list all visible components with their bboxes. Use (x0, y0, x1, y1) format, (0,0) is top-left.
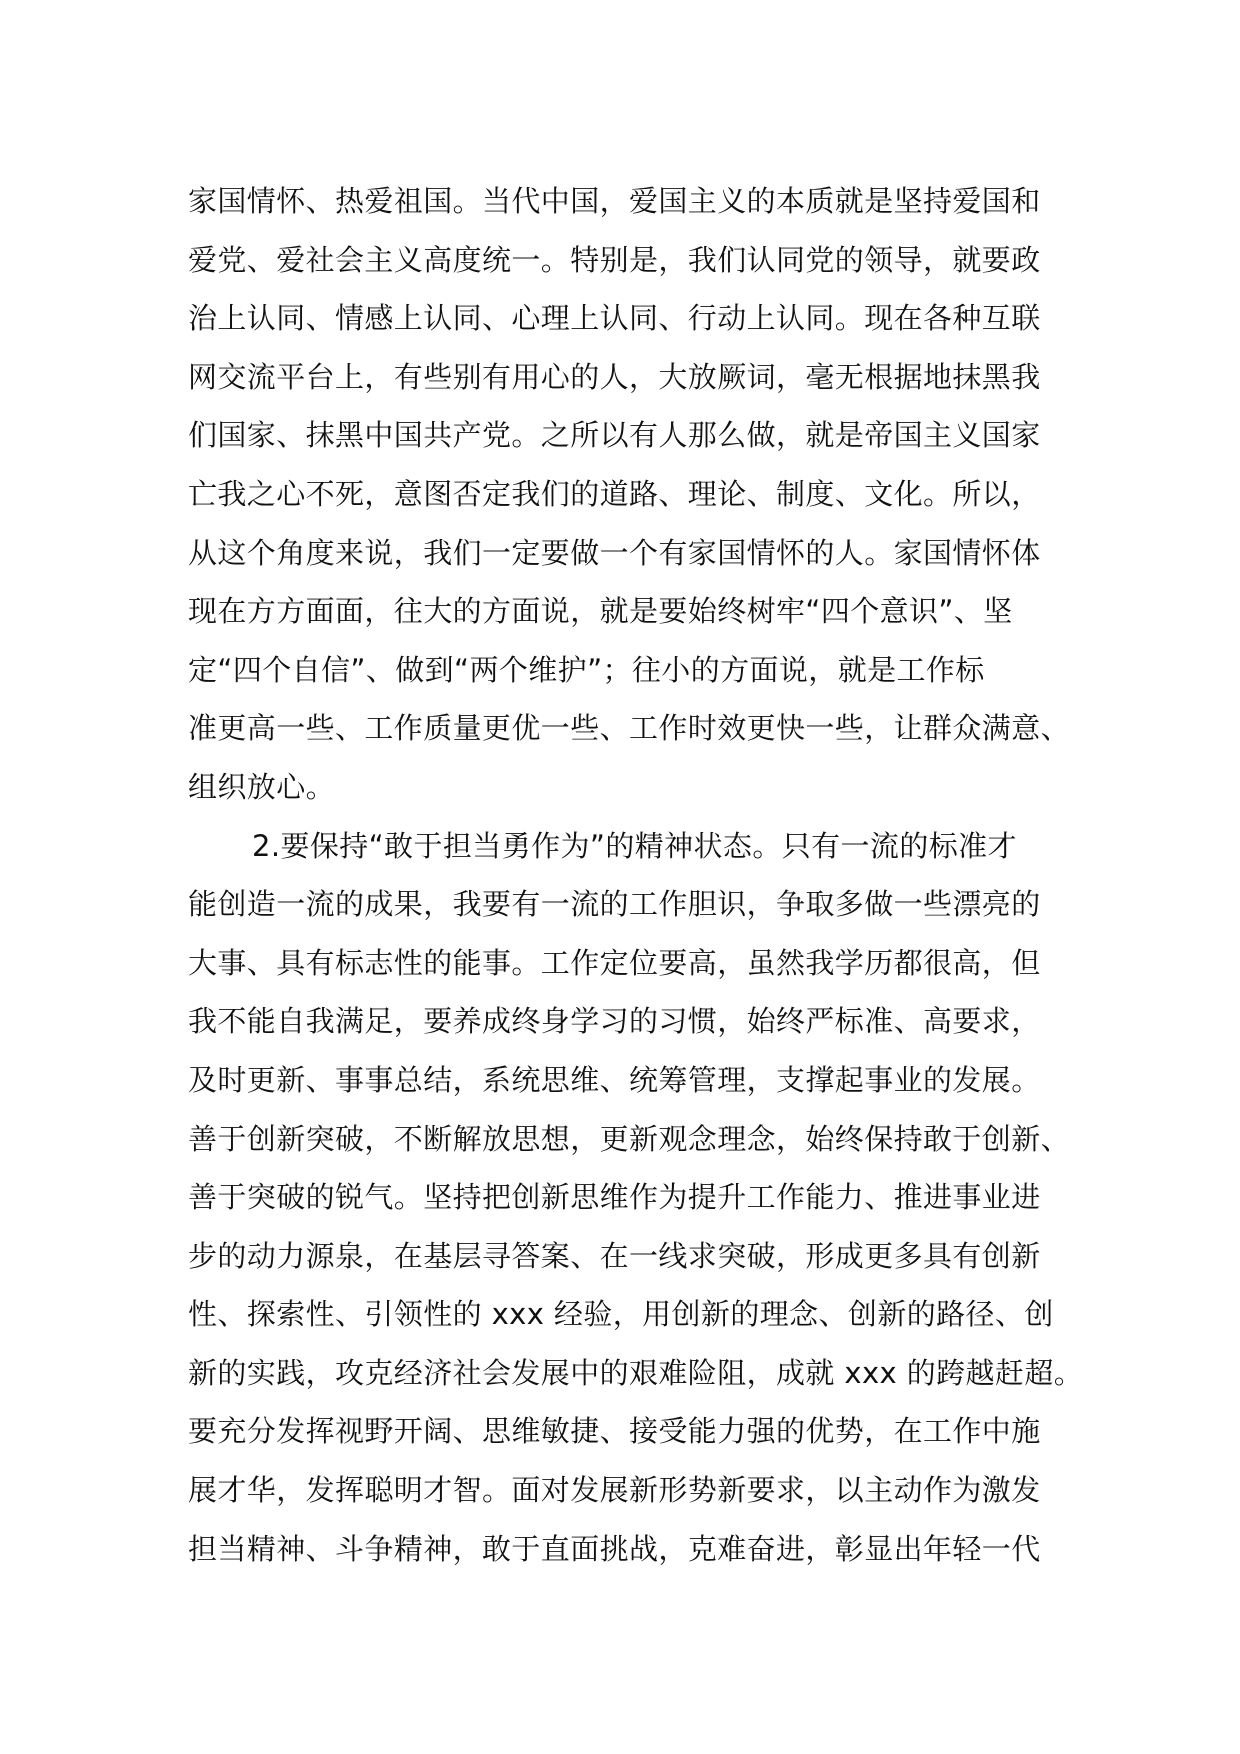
text-line: 亡我之心不死，意图否定我们的道路、理论、制度、文化。所以， (188, 476, 1041, 511)
text-line: 新的实践，攻克经济社会发展中的艰难险阻，成就 xxx 的跨越赶超。 (188, 1355, 1084, 1390)
text-line: 善于创新突破，不断解放思想，更新观念理念，始终保持敢于创新、 (188, 1121, 1071, 1156)
text-line: 治上认同、情感上认同、心理上认同、行动上认同。现在各种互联 (188, 301, 1041, 336)
text-line: 我不能自我满足，要养成终身学习的习惯，始终严标准、高要求， (188, 1004, 1041, 1039)
text-line: 从这个角度来说，我们一定要做一个有家国情怀的人。家国情怀体 (188, 535, 1041, 570)
text-line: 准更高一些、工作质量更优一些、工作时效更快一些，让群众满意、 (188, 711, 1071, 746)
paragraph (188, 817, 1084, 1579)
text-line: 组织放心。 (188, 769, 336, 804)
text-line: 及时更新、事事总结，系统思维、统筹管理，支撑起事业的发展。 (188, 1062, 1041, 1097)
text-line: 善于突破的锐气。坚持把创新思维作为提升工作能力、推进事业进 (188, 1180, 1041, 1215)
text-line: 网交流平台上，有些别有用心的人，大放厥词，毫无根据地抹黑我 (188, 359, 1041, 394)
text-line: 要充分发挥视野开阔、思维敏捷、接受能力强的优势，在工作中施 (188, 1414, 1041, 1449)
text-line: 能创造一流的成果，我要有一流的工作胆识，争取多做一些漂亮的 (188, 887, 1041, 922)
text-line: 现在方方面面，往大的方面说，就是要始终树牢“四个意识”、坚 (188, 594, 1013, 629)
text-line: 爱党、爱社会主义高度统一。特别是，我们认同党的领导，就要政 (188, 242, 1041, 277)
text-line: 定“四个自信”、做到“两个维护”；往小的方面说，就是工作标 (188, 652, 985, 687)
text-line: 家国情怀、热爱祖国。当代中国，爱国主义的本质就是坚持爱国和 (188, 184, 1041, 218)
paragraph (188, 172, 1071, 817)
text-line: 性、探索性、引领性的 xxx 经验，用创新的理念、创新的路径、创 (188, 1297, 1054, 1332)
text-line: 展才华，发挥聪明才智。面对发展新形势新要求，以主动作为激发 (188, 1473, 1041, 1508)
text-line: 2.要保持“敢于担当勇作为”的精神状态。只有一流的标准才 (252, 828, 1017, 863)
body-text (188, 172, 1084, 1578)
text-line: 步的动力源泉，在基层寻答案、在一线求突破，形成更多具有创新 (188, 1238, 1041, 1273)
text-line: 担当精神、斗争精神，敢于直面挑战，克难奋进，彰显出年轻一代 (188, 1531, 1041, 1566)
text-line: 大事、具有标志性的能事。工作定位要高，虽然我学历都很高，但 (188, 945, 1041, 980)
text-line: 们国家、抹黑中国共产党。之所以有人那么做，就是帝国主义国家 (188, 418, 1041, 453)
